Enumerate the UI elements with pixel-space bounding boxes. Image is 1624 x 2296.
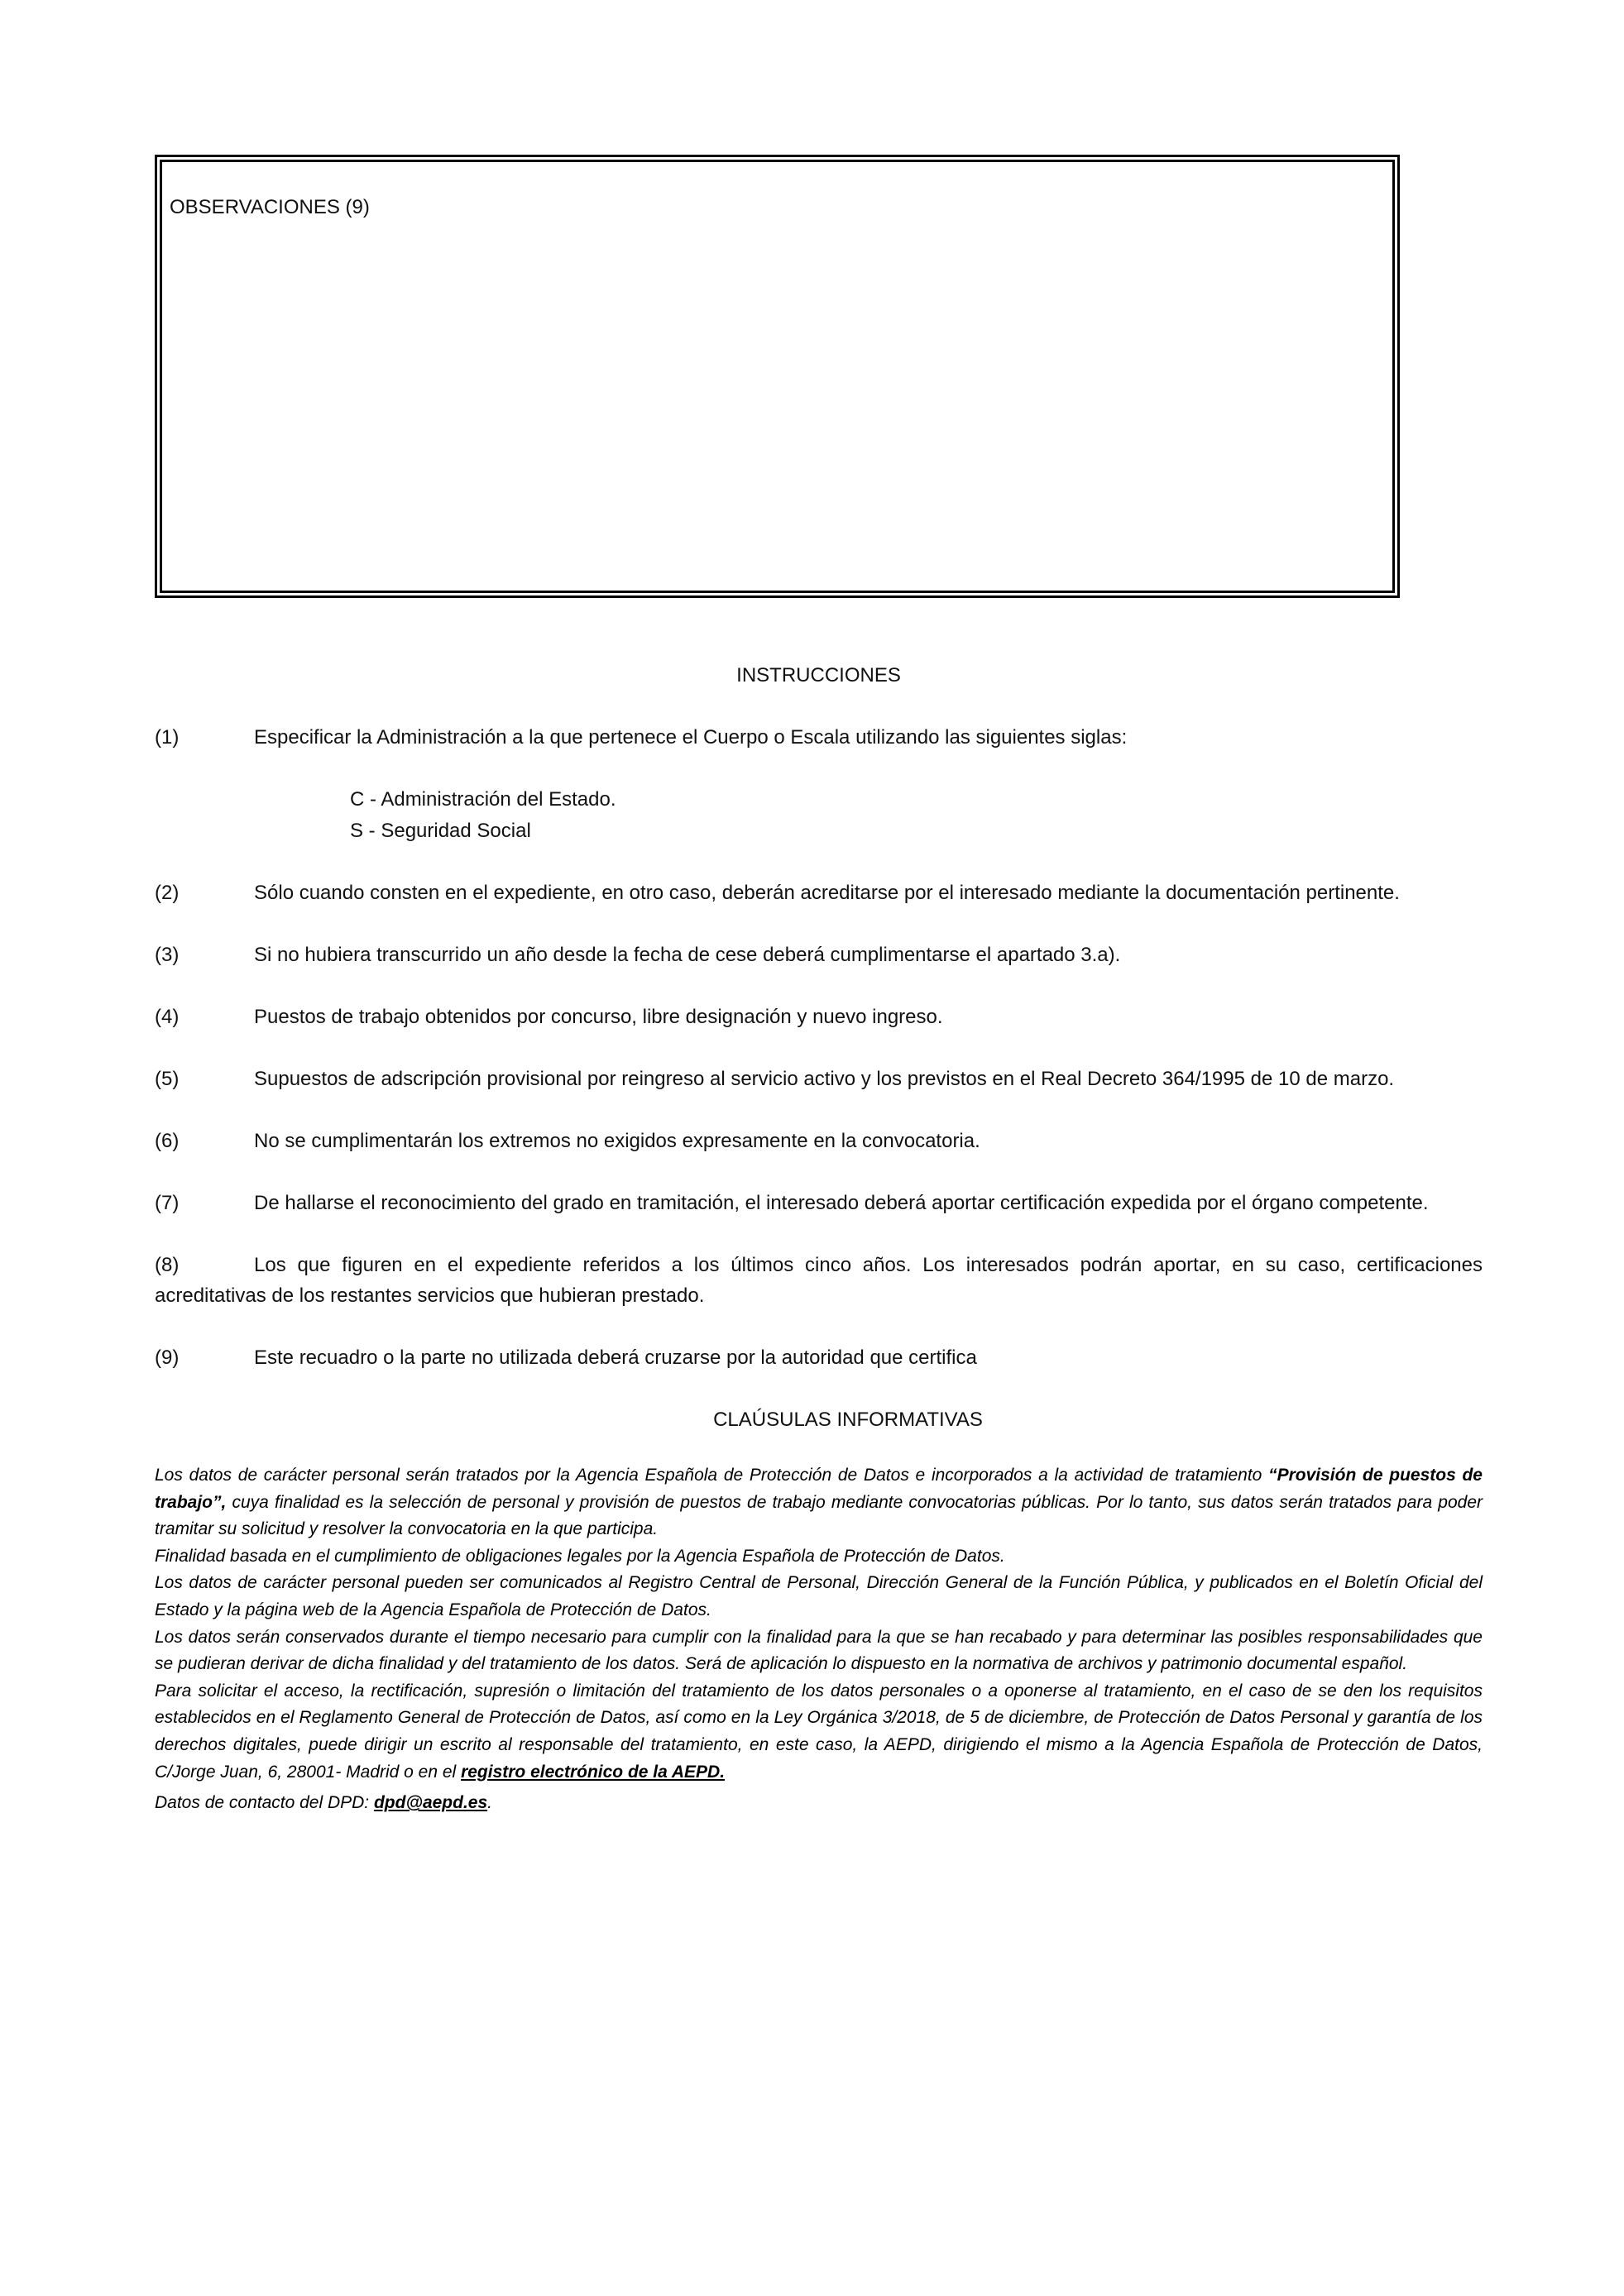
instruction-number: (4): [155, 1005, 180, 1028]
instruction-item: [155, 1342, 1483, 1374]
instruction-item: [155, 1002, 1483, 1033]
instruction-text: Sólo cuando consten en el expediente, en otro caso, deberán acreditarse por el interesado mediante la documentación pertinente.: [254, 881, 1400, 904]
instruction-text: Puestos de trabajo obtenidos por concurso, libre designación y nuevo ingreso.: [254, 1005, 943, 1028]
clause-retention: Los datos serán conservados durante el tiempo necesario para cumplir con la finalidad para la que se han recabado y para determinar las posibles responsabilidades que se pudieran derivar de dicha finalidad y del tratamiento de los datos. Será de aplicación lo dispuesto en la normativa de archivos y patrimonio documental español.: [155, 1627, 1483, 1674]
observations-box: [155, 155, 1400, 598]
instruction-item: [155, 878, 1483, 909]
clause-dpo-contact: [155, 1790, 1483, 1817]
instruction-number: (1): [155, 726, 180, 749]
acronym-item: S - Seguridad Social: [350, 819, 531, 842]
page-content: [155, 155, 1483, 1817]
instruction-number: (7): [155, 1191, 180, 1214]
dpo-email-link[interactable]: dpd@aepd.es: [373, 1793, 488, 1813]
instruction-number: (3): [155, 943, 180, 966]
instruction-item: [155, 940, 1483, 971]
treatment-activity-name: “Provisión de puestos de trabajo”,: [155, 1466, 1483, 1512]
instruction-text: Especificar la Administración a la que pertenece el Cuerpo o Escala utilizando las siguientes siglas:: [254, 726, 1128, 749]
clause-purpose-text: Los datos de carácter personal serán tratados por la Agencia Española de Protección de Datos e incorporados a la actividad de tratamiento: [155, 1466, 1269, 1485]
instruction-item: [155, 1126, 1483, 1157]
clause-legal-basis: Finalidad basada en el cumplimiento de obligaciones legales por la Agencia Española de Protección de Datos.: [155, 1546, 1005, 1566]
instruction-text: No se cumplimentarán los extremos no exigidos expresamente en la convocatoria.: [254, 1129, 980, 1152]
instruction-text: Si no hubiera transcurrido un año desde la fecha de cese deberá cumplimentarse el apartado 3.a).: [254, 943, 1121, 966]
dpo-contact-period: .: [487, 1793, 492, 1813]
observations-label: OBSERVACIONES (9): [170, 196, 370, 218]
dpo-contact-label: Datos de contacto del DPD:: [155, 1793, 374, 1813]
acronym-list: [155, 784, 1483, 846]
instruction-text: De hallarse el reconocimiento del grado en tramitación, el interesado deberá aportar certificación expedida por el órgano competente.: [254, 1191, 1429, 1214]
instruction-item: [155, 1064, 1483, 1095]
electronic-registry-link[interactable]: registro electrónico de la AEPD.: [461, 1762, 726, 1782]
clause-rights: [155, 1678, 1483, 1786]
clause-rights-text: Para solicitar el acceso, la rectificación, supresión o limitación del tratamiento de los datos personales o a oponerse al tratamiento, en el caso de se den los requisitos establecidos en el Reglamento General de Protección de Datos, así como en la Ley Orgánica 3/2018, de 5 de diciembre, de Protección de Datos Personal y garantía de los derechos digitales, puede dirigir un escrito al responsable del tratamiento, en este caso, la AEPD, dirigiendo el mismo a la Agencia Española de Protección de Datos, C/Jorge Juan, 6, 28001- Madrid o en el: [155, 1681, 1483, 1782]
instruction-number: (5): [155, 1067, 180, 1090]
instruction-text: Supuestos de adscripción provisional por reingreso al servicio activo y los previstos en el Real Decreto 364/1995 de 10 de marzo.: [254, 1067, 1395, 1090]
information-clauses: [155, 1462, 1483, 1817]
instruction-item: [155, 1250, 1483, 1312]
instruction-number: (8): [155, 1253, 180, 1276]
instruction-text: Este recuadro o la parte no utilizada deberá cruzarse por la autoridad que certifica: [254, 1347, 977, 1369]
instruction-number: (2): [155, 881, 180, 904]
instruction-item: [155, 722, 1483, 753]
acronym-item: C - Administración del Estado.: [350, 788, 616, 811]
clauses-title: CLAÚSULAS INFORMATIVAS: [713, 1409, 983, 1431]
clause-purpose: [155, 1462, 1483, 1543]
clause-recipients: Los datos de carácter personal pueden ser comunicados al Registro Central de Personal, Dirección General de la Función Pública, y publicados en el Boletín Oficial del Estado y la página web de la Agencia Española de Protección de Datos.: [155, 1573, 1483, 1619]
clause-purpose-text-cont: cuya finalidad es la selección de personal y provisión de puestos de trabajo mediante convocatorias públicas. Por lo tanto, sus datos serán tratados para poder tramitar su solicitud y resolver la convocatoria en la que participa.: [155, 1492, 1483, 1539]
instruction-item: [155, 1188, 1483, 1219]
instruction-text: Los que figuren en el expediente referidos a los últimos cinco años. Los interesados podrán aportar, en su caso, certificaciones acreditativas de los restantes servicios que hubieran prestado.: [155, 1253, 1483, 1307]
instruction-number: (9): [155, 1347, 180, 1369]
instructions-title: INSTRUCCIONES: [736, 664, 901, 686]
instruction-number: (6): [155, 1129, 180, 1152]
